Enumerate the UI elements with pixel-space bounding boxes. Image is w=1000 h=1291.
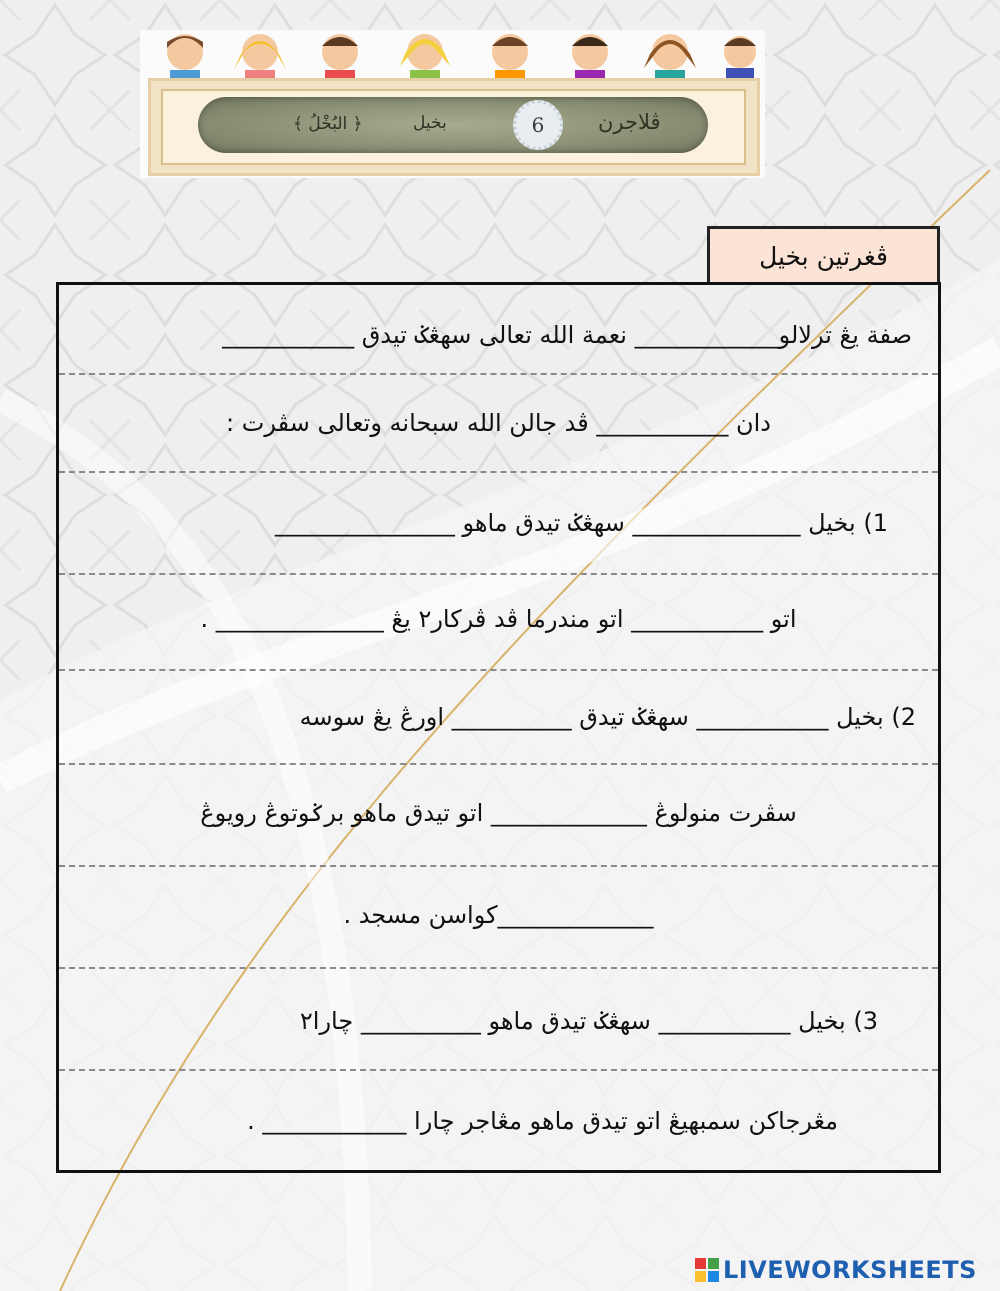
worksheet-line-6[interactable]: سڤرت منولوڠ _____________ اتو تيدق ماهو برݢوتوڠ رويوڠ bbox=[200, 799, 797, 827]
watermark-text: LIVEWORKSHEETS bbox=[723, 1256, 977, 1284]
liveworksheets-watermark[interactable] bbox=[695, 1255, 995, 1285]
worksheet-line-5[interactable]: 2) بخيل ___________ سهڠݢ تيدق __________ اورڠ يڠ سوسه bbox=[299, 703, 916, 731]
banner-inner bbox=[161, 89, 746, 165]
worksheet-line-9[interactable]: مڠرجاكن سمبهيڠ اتو تيدق ماهو مڠاجر چارا ____________ . bbox=[247, 1107, 838, 1135]
worksheet-line-2[interactable]: دان ___________ ڤد جالن الله سبحانه وتعالى سڤرت : bbox=[226, 409, 771, 437]
worksheet-line-7[interactable]: _____________كواسن مسجد . bbox=[343, 901, 654, 929]
lesson-number: 6 bbox=[513, 100, 563, 150]
worksheet-title: ڤغرتين بخيل bbox=[707, 226, 940, 284]
worksheet-line-1[interactable]: صفة يڠ ترلالو____________ نعمة الله تعالى سهڠݢ تيدق ___________ bbox=[222, 321, 912, 349]
worksheet-box bbox=[56, 282, 941, 1173]
lesson-topic: بخيل bbox=[413, 113, 447, 133]
lesson-plaque bbox=[198, 97, 708, 153]
lesson-banner bbox=[140, 30, 765, 178]
liveworksheets-logo-icon bbox=[695, 1258, 719, 1282]
worksheet-line-8[interactable]: 3) بخيل ___________ سهڠݢ تيدق ماهو __________ چارا٢ bbox=[299, 1007, 878, 1035]
worksheet-line-4[interactable]: اتو ___________ اتو مندرما ڤد ڤركار٢ يڠ ______________ . bbox=[200, 605, 797, 633]
worksheet-line-3[interactable]: 1) بخيل ______________ سهڠݢ تيدق ماهو _______________ bbox=[274, 509, 888, 537]
lesson-label: ڤلاجرن bbox=[598, 110, 661, 134]
banner-frame bbox=[148, 78, 760, 176]
line-separator bbox=[59, 967, 938, 969]
lesson-topic-arabic: ﴿ البُخْلُ ﴾ bbox=[293, 114, 363, 134]
